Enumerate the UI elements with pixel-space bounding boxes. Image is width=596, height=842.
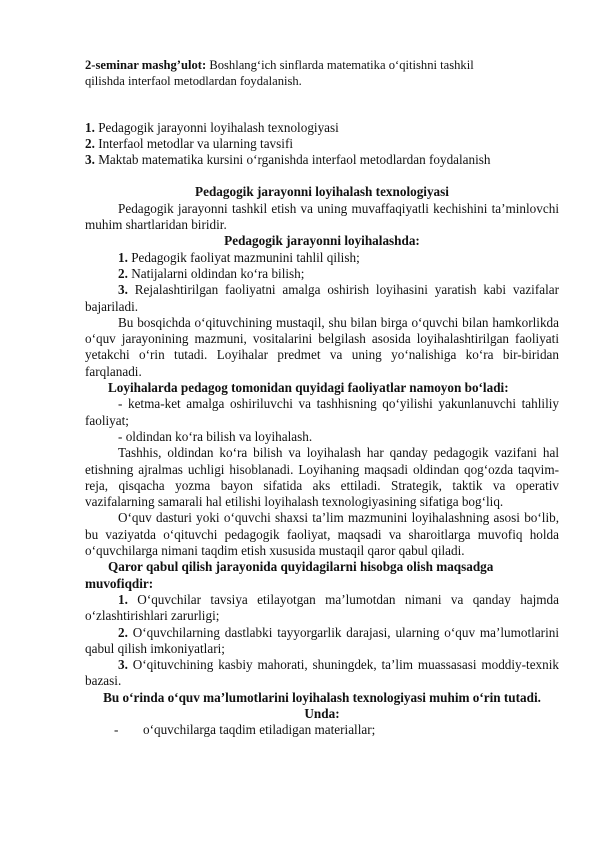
activities-heading: [85, 380, 559, 396]
seminar-title-line1: Boshlang‘ich sinflarda matematika o‘qitishni tashkil: [209, 58, 474, 72]
paragraph-1: Bu bosqichda o‘qituvchining mustaqil, shu bilan birga o‘quvchi bilan hamkorlikda o‘quv jarayonining mazmuni, vositalarini belgilash asosida loyihalashtirilgan faoliyati yetakchi o‘rin tutadi. Loyihalar predmet va uning yo‘nalishiga ko‘ra bir-biridan farqlanadi.: [85, 314, 559, 379]
criteria-3-text: O‘qituvchining kasbiy mahorati, shuningdek, ta’lim muassasasi moddiy-texnik bazasi.: [85, 657, 560, 689]
step-item-2: [85, 266, 559, 282]
seminar-title: [85, 57, 559, 90]
paragraph-3: O‘quv dasturi yoki o‘quvchi shaxsi ta’lim mazmunini loyihalashning asosi bo‘lib, bu vaziyatda o‘qituvchi pedagogik faoliyat, maqsadi va sharoitlarga muvofiq holda o‘quvchilarga nimani taqdim etish xususida mustaqil qaror qabul qiladi.: [85, 510, 559, 559]
decision-heading: [85, 559, 559, 575]
plan-item-1-number: 1.: [85, 119, 95, 135]
intro-paragraph: Pedagogik jarayonni tashkil etish va uning muvaffaqiyatli kechishini ta’minlovchi muhim shartlaridan biridir.: [85, 200, 559, 233]
document-page: [85, 57, 559, 739]
seminar-title-line2: qilishda interfaol metodlardan foydalanish.: [85, 74, 302, 89]
criteria-2-number: 2.: [118, 624, 128, 640]
bullet-item-1: [85, 722, 559, 738]
section-heading: [85, 184, 559, 200]
plan-item-1: [85, 120, 559, 136]
section-heading-text: Pedagogik jarayonni loyihalash texnologiyasi: [195, 184, 449, 200]
criteria-item-3: [85, 657, 559, 690]
step-item-3: [85, 282, 559, 315]
plan-item-3-number: 3.: [85, 152, 95, 168]
plan-item-2-number: 2.: [85, 135, 95, 151]
plan-item-2: [85, 136, 559, 152]
plan-item-2-text: Interfaol metodlar va ularning tavsifi: [98, 135, 293, 151]
criteria-1-text: O‘quvchilar tavsiya etilayotgan ma’lumotdan nimani va qanday hajmda o‘zlashtirishlari zarurligi;: [85, 591, 560, 624]
activities-heading-text: Loyihalarda pedagog tomonidan quyidagi faoliyatlar namoyon bo‘ladi:: [108, 380, 509, 396]
dash-item-2: - oldindan ko‘ra bilish va loyihalash.: [118, 428, 313, 444]
step-3-text: Rejalashtirilgan faoliyatni amalga oshirish loyihasini yaratish kabi vazifalar bajariladi.: [85, 282, 560, 314]
decision-heading-line1: Qaror qabul qilish jarayonida quyidagilarni hisobga olish maqsadga: [108, 559, 494, 575]
conclusion: [85, 690, 559, 706]
unda-text: Unda:: [304, 705, 340, 721]
subheading: [85, 233, 559, 249]
step-1-number: 1.: [118, 249, 128, 265]
seminar-label: 2-seminar mashg’ulot:: [85, 58, 207, 72]
criteria-item-1: [85, 592, 559, 625]
bullet-dash: -: [114, 722, 119, 738]
criteria-1-number: 1.: [118, 591, 128, 607]
decision-heading-line2: muvofiqdir:: [85, 575, 154, 591]
step-item-1: [85, 250, 559, 266]
criteria-item-2: [85, 625, 559, 658]
unda-label: [85, 706, 559, 722]
criteria-2-text: O‘quvchilarning dastlabki tayyorgarlik darajasi, ularning o‘quv ma’lumotlarini qabul qilish imkoniyatlari;: [85, 624, 559, 656]
subheading-text: Pedagogik jarayonni loyihalashda:: [224, 233, 420, 249]
bullet-item-1-text: o‘quvchilarga taqdim etiladigan materiallar;: [143, 722, 376, 738]
decision-heading-cont: [85, 576, 559, 592]
step-3-number: 3.: [118, 282, 128, 298]
criteria-3-number: 3.: [118, 657, 128, 673]
paragraph-2: Tashhis, oldindan ko‘ra bilish va loyihalash har qanday pedagogik vazifani hal etishning ajralmas uchligi hisoblanadi. Loyihaning maqsadi oldindan qog‘ozda taqvim-reja, qisqacha yozma bayon sifatida aks ettiladi. Strategik, taktik va operativ vazifalarning samarali hal etilishi loyihalash texnologiyasining sifatiga bog‘liq.: [85, 445, 559, 510]
step-2-text: Natijalarni oldindan ko‘ra bilish;: [131, 265, 305, 281]
step-2-number: 2.: [118, 265, 128, 281]
plan-item-1-text: Pedagogik jarayonni loyihalash texnologiyasi: [98, 119, 339, 135]
plan-item-3: [85, 152, 559, 168]
dash-item-1: - ketma-ket amalga oshiriluvchi va tashhisning qo‘yilishi yakunlanuvchi tahliliy faoliyat;: [85, 396, 559, 428]
step-1-text: Pedagogik faoliyat mazmunini tahlil qilish;: [131, 249, 360, 265]
conclusion-text: Bu o‘rinda o‘quv ma’lumotlarini loyihalash texnologiyasi muhim o‘rin tutadi.: [103, 689, 541, 705]
plan-item-3-text: Maktab matematika kursini o‘rganishda interfaol metodlardan foydalanish: [98, 152, 491, 168]
